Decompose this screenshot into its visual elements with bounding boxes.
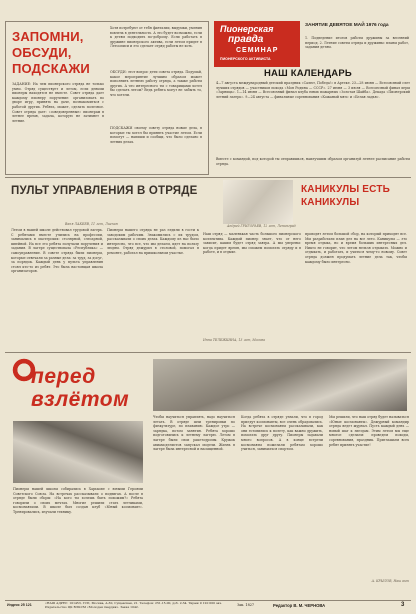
remember-body-3: ОБСУДИ: этот вопрос дети совета отряда. Подумай, какое мероприятие лучшим образом может пополнить летнюю работу отряда, а также работы других. А что интересного ты с товарищами хотел бы сделать летом? Ведь ребята могут не забыть то, что хотели.	[110, 70, 202, 97]
section-remember	[5, 21, 209, 175]
takeoff-body-2: Чтобы научиться управлять, надо научиться летать. В отряде шли тренировки по физкультуре, по плаванию. Каждое утро — зарядка, потом занятия. Ребята хорошо подготовились к летнему лагерю. Летом в лагере были свои ракетодромы. Кружок авиамоделистов запускал модели. Жизнь в лагере была интересной и насыщенной.	[153, 415, 235, 452]
takeoff-headline: перед взлётом	[31, 365, 130, 411]
remember-body-2: Хотя потребуют от тебя фантазии, выдумки, умения вовлечь в деятельность. А это будет возможно, если к детям подходить по-доброму. Если работать в дружине пионерского актива, если летом придет в Летоописи и это сделает отряд работы не хоть.	[110, 26, 202, 49]
footer-editor: Редактор В. М. ЧЕРНОВА	[273, 603, 326, 608]
control-body: Летом в нашей школе действовал трудовой лагерь. С ребятами вместе учились на профессии, занимались в мастерских: столярной, слесарной, швейной. На все это ребята получали поручения и задания. В лагере существовала «Республика» — самоуправление. В совете отряда были пионеры, которые отвечали за разные дела: за труд, за досуг, за порядок. Каждый день у пульта управления стоял кто-то из ребят. Это была настоящая школа организаторов.	[11, 228, 103, 274]
divider-middle	[5, 352, 411, 353]
photo-cyclists	[153, 359, 407, 411]
takeoff-body-3: Когда ребята в отряде узнали, что в город приедут космонавты, все очень обрадовались. На встрече космонавты рассказывали, как они готовились к полету, как важно дружить, помогать друг другу. Пионеры задавали много вопросов. А в конце встречи космонавты пожелали ребятам хорошо учиться, заниматься спортом.	[241, 415, 323, 452]
control-signature: Инна ТЕЛЕЖКИНА, 13 лет, Москва	[203, 338, 266, 342]
footer	[5, 602, 411, 612]
section-calendar	[212, 21, 412, 173]
divider-footer	[5, 600, 411, 601]
page-number: 3	[401, 602, 405, 608]
takeoff-body: Пионеры нашей школы собирались в Харькове с юными Героями Советского Союза. На встречах рассказывали о подвигах. А после в отряде были сборы: «На кого ты хочешь быть похожим?» Ребята говорили о своих мечтах. Многие решили стать летчиками, космонавтами. В школе был создан клуб «Юный космонавт». Тренировались, изучали технику.	[13, 487, 143, 514]
control-body-2: Пионеры нашего отряда не раз ездили в гости к заводским рабочим. Знакомились с их трудом, рассказывали о своих делах. Каждому из нас было интересно, что все, что мы делаем, идет на пользу людям. Отряд дежурил в столовой, помогал в ремонте, работал на пришкольном участке.	[107, 228, 199, 255]
seminar-badge	[214, 21, 300, 67]
section-takeoff	[5, 355, 411, 600]
drawing-illustration	[223, 180, 293, 224]
photo-children	[13, 421, 143, 483]
remember-body-4: ПОДСКАЖИ своему совету отряда новые дела, в которые ты хотел бы принять участие летом. Если помогут — напиши и сообщи, что было сделано в летних делах.	[110, 126, 202, 144]
calendar-body: 4—7 августа международный детский праздник «Салют, Победа!» в Артеке. 23—28 июня — Всесоюзный слет лучших отрядов — участников похода «Моя Родина — СССР». 27 июня — 3 июля — Всесоюзный финал игры «Зарница». 1—14 июня — Всесоюзный финал клуба юных пожарных «Золотая Шайба». Декада «Пионерский летний лагерь». 9—24 августа — финальные соревнования «Кожаный мяч» и «Белая ладья».	[216, 81, 410, 99]
calendar-top-points: 1. Подведение итогов работы дружины за весенний период. 2. Летние советы отряда и дружины: планы работ, задания детям.	[305, 36, 409, 50]
footer-order: Зак. 1827	[237, 603, 255, 607]
badge-title-2: правда	[228, 34, 264, 45]
calendar-title: НАШ КАЛЕНДАРЬ	[264, 68, 352, 79]
calendar-note-title: ЗАНЯТИЕ ДЕВЯТОЕ МАЙ 1976 года	[305, 23, 389, 28]
takeoff-body-4: Мы решили, что наш отряд будет называться «Юные космонавты». Дежурный командир отряда ведет журнал. Пусть каждый день — новый шаг к звездам. Этим летом мы еще многое сделаем: проведем походы, соревнования, праздник. Приглашаем всех ребят принять участие!	[329, 415, 409, 447]
vacation-headline: КАНИКУЛЫ ЕСТЬ КАНИКУЛЫ	[301, 184, 391, 208]
badge-seminar: СЕМИНАР	[236, 47, 279, 54]
divider-top	[5, 177, 411, 178]
vacation-caption: Андрей ГРИГОРЬЕВ, 12 лет, Ленинград	[227, 224, 296, 228]
remember-headline: ЗАПОМНИ, ОБСУДИ, ПОДСКАЖИ	[12, 29, 90, 76]
vacation-body: проводят летом большой сбор, на который приходят все. Мы разработали план дел на все лето. Каникулы — это время отдыха, но и время больших интересных дел. Никто не говорит, что летом нельзя отдыхать. Можно и отдыхать, и работать, и учиться чему-то новому. Совет отряда должен продумать летние дела так, чтобы каждому было интересно.	[305, 232, 407, 264]
remember-body: ЗАДАНИЕ: На чем пионерского отряда не только умно. Отряд существует и летом, если деньми пионеры находятся не вместе. Совет отряда дает каждому пионеру поручение: организовать во дворе игру, принять на даче, познакомиться с работой других. Ребята, может, сделать полезное. Совет отряда дает: «соведоверенные» пионерам в летнее время, задача, которую не затихнет в летние.	[12, 82, 104, 123]
section-control	[5, 180, 411, 348]
badge-title-1: Пионерская	[220, 24, 274, 34]
footer-address: «НАШ АДРЕС: 101453, ГСП, Москва, А-30, Сущевская, 21. Телефон: 251-15-00, доб. 2-34. Тираж 9 120 000 экз. Издательство ЦК ВЛКСМ «Молодая гвардия». Заказ 1042.	[45, 602, 223, 609]
control-headline: ПУЛЬТ УПРАВЛЕНИЯ В ОТРЯДЕ	[11, 185, 198, 197]
badge-subtitle: ПИОНЕРСКОГО АКТИВИСТА	[220, 57, 271, 61]
takeoff-signature: А. КРЫЛОВ, Наш акт	[371, 579, 409, 583]
footer-index: Индекс 25 121	[7, 603, 32, 607]
control-caption: Ваня ЛАКЕЕВ, 11 лет, Лиепая	[65, 222, 118, 226]
calendar-note: Вместе с командой, под которой ты отправишься, наилучшим образом организуй летнее расписание работы отряда.	[216, 157, 410, 166]
control-body-3: Наш отряд — маленькая часть большого пионерского коллектива. Каждый пионер знает, что от него зависит, каким будет отряд завтра. А мы уверены: когда придет время, мы сможем помогать отряду и в работе, и в отдыхе.	[203, 232, 301, 255]
